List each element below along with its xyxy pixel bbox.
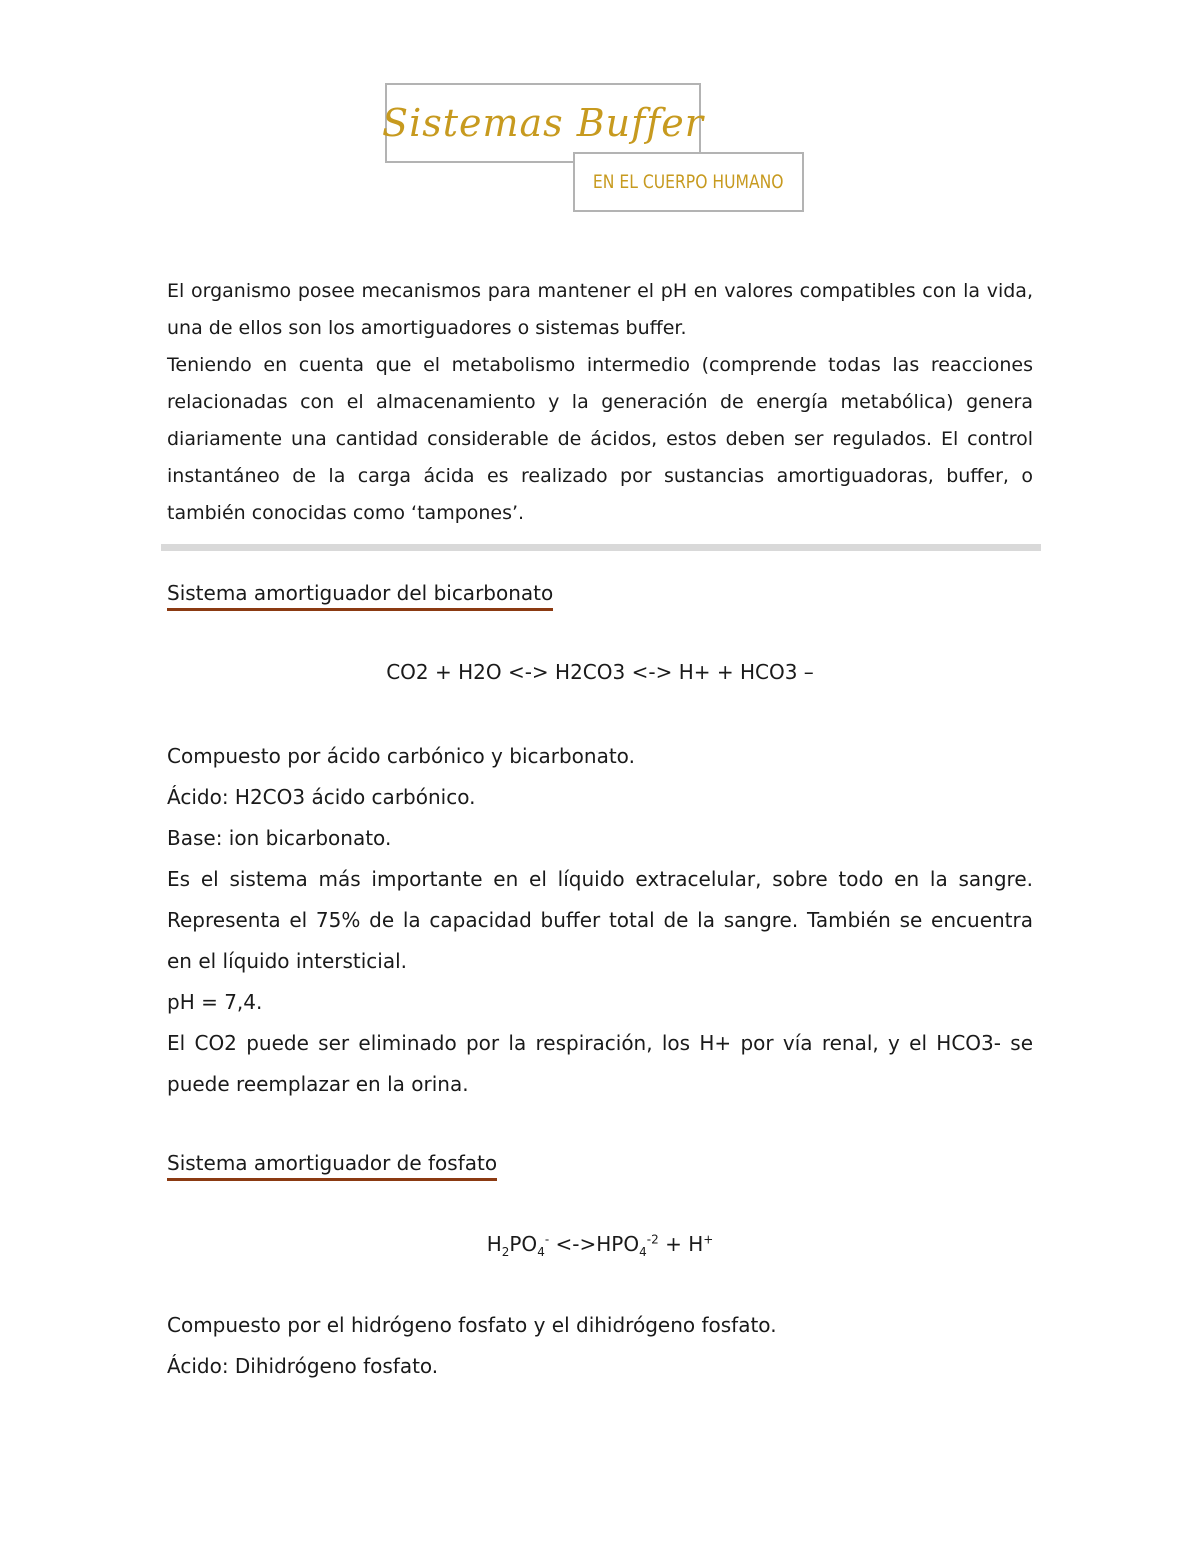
- fosfato-line-1: Compuesto por el hidrógeno fosfato y el dihidrógeno fosfato.: [167, 1313, 777, 1337]
- bicarbonato-line-4: Es el sistema más importante en el líquido extracelular, sobre todo en la sangre. Representa el 75% de la capacidad buffer total de la sangre. También se encuentra en el líquido intersticial.: [167, 867, 1033, 973]
- page-title: Sistemas Buffer: [382, 101, 704, 145]
- subtitle-box: [573, 152, 804, 212]
- eq-minus-sup: -: [544, 1232, 550, 1247]
- eq-h-sub: 2: [501, 1245, 510, 1259]
- intro-paragraph-2: Teniendo en cuenta que el metabolismo intermedio (comprende todas las reacciones relacionadas con el almacenamiento y la generación de energía metabólica) genera diariamente una cantidad considerable de ácidos, estos deben ser regulados. El control instantáneo de la carga ácida es realizado por sustancias amortiguadoras, buffer, o también conocidas como ‘tampones’.: [167, 354, 1033, 524]
- equation-fosfato: [167, 1232, 1033, 1259]
- page-subtitle: EN EL CUERPO HUMANO: [593, 171, 784, 193]
- bicarbonato-line-1: Compuesto por ácido carbónico y bicarbonato.: [167, 744, 635, 768]
- heading-bicarbonato: Sistema amortiguador del bicarbonato: [167, 579, 553, 611]
- eq-po-sub: 4: [537, 1245, 545, 1259]
- eq-arrow: <->: [549, 1232, 597, 1256]
- eq-plus-h: + H: [658, 1232, 704, 1256]
- section-divider: [161, 544, 1041, 551]
- bicarbonato-body: [167, 736, 1033, 1105]
- heading-fosfato: Sistema amortiguador de fosfato: [167, 1149, 497, 1181]
- equation-bicarbonato: CO2 + H2O <-> H2CO3 <-> H+ + HCO3 –: [386, 660, 814, 684]
- intro-paragraph-1: El organismo posee mecanismos para mantener el pH en valores compatibles con la vida, una de ellos son los amortiguadores o sistemas buffer.: [167, 280, 1033, 339]
- title-box: [382, 83, 704, 163]
- eq-hplus-sup: +: [703, 1232, 714, 1247]
- eq-hpo-sub: 4: [639, 1245, 647, 1259]
- eq-h: H: [486, 1232, 502, 1256]
- bicarbonato-line-5: pH = 7,4.: [167, 990, 263, 1014]
- intro-section: [167, 273, 1033, 532]
- bicarbonato-line-6: El CO2 puede ser eliminado por la respiración, los H+ por vía renal, y el HCO3- se puede reemplazar en la orina.: [167, 1031, 1033, 1096]
- eq-hpo: HPO: [596, 1232, 640, 1256]
- eq-po: PO: [509, 1232, 538, 1256]
- eq-charge-sup: -2: [646, 1232, 659, 1247]
- fosfato-body: [167, 1305, 1033, 1387]
- fosfato-line-2: Ácido: Dihidrógeno fosfato.: [167, 1354, 439, 1378]
- bicarbonato-line-2: Ácido: H2CO3 ácido carbónico.: [167, 785, 476, 809]
- bicarbonato-line-3: Base: ion bicarbonato.: [167, 826, 392, 850]
